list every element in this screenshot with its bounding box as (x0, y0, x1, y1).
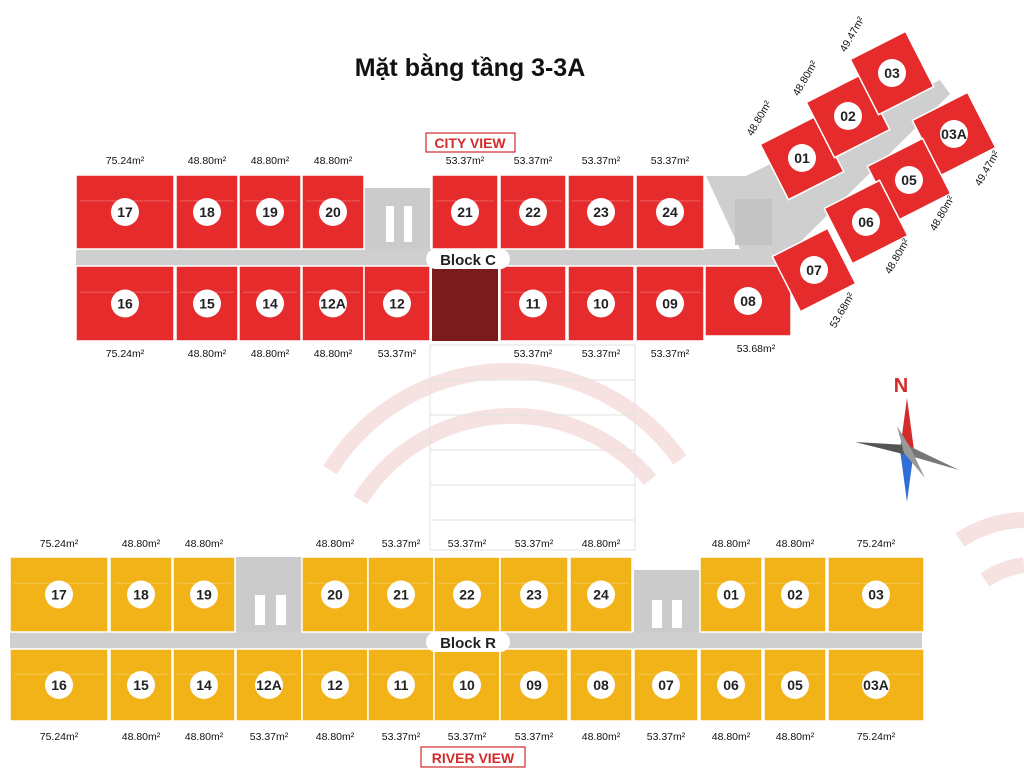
unit-number: 08 (740, 293, 756, 309)
unit (500, 266, 566, 360)
unit-number: 14 (262, 295, 278, 312)
unit-area: 53.37m² (581, 155, 621, 167)
unit-number: 12A (320, 295, 346, 312)
unit (76, 155, 174, 249)
unit (636, 155, 704, 249)
unit-number: 12 (389, 295, 405, 312)
unit-number: 12A (256, 677, 282, 693)
unit-area: 53.68m² (827, 290, 858, 331)
unit-number: 01 (794, 150, 810, 166)
unit-area: 48.80m² (711, 538, 751, 550)
stair-mark (652, 600, 662, 628)
unit-area: 53.37m² (513, 155, 553, 167)
unit (500, 649, 568, 743)
unit-number: 20 (325, 204, 341, 220)
unit (500, 538, 568, 632)
unit-area: 48.80m² (882, 236, 913, 277)
unit-area: 48.80m² (927, 193, 958, 234)
unit-area: 48.80m² (581, 731, 621, 743)
unit-area: 53.37m² (581, 348, 621, 360)
unit-area: 48.80m² (187, 155, 227, 167)
unit-area: 53.37m² (514, 538, 554, 550)
block-r-bottom-row (10, 649, 924, 743)
compass-north-label: N (893, 375, 909, 397)
unit (828, 538, 924, 632)
unit-number: 03 (868, 586, 884, 603)
block-r-top-row (10, 538, 924, 632)
unit-area: 48.80m² (790, 58, 821, 99)
stair-mark (386, 206, 394, 242)
unit-area: 53.37m² (447, 731, 487, 743)
block-c-core (364, 188, 430, 249)
unit-number: 23 (593, 204, 609, 220)
block-c-bottom-row (76, 266, 704, 360)
unit (302, 538, 368, 632)
unit-number: 15 (133, 677, 149, 693)
unit-area: 48.80m² (581, 538, 621, 550)
wing-core (735, 199, 772, 245)
unit-number: 05 (901, 172, 917, 188)
unit-area: 53.37m² (377, 348, 417, 360)
unit (636, 266, 704, 360)
unit (434, 538, 500, 632)
unit (302, 649, 368, 743)
unit-area: 48.80m² (187, 348, 227, 360)
unit-number: 21 (393, 586, 409, 603)
stair-mark (255, 595, 265, 625)
unit-number: 07 (806, 262, 822, 278)
unit-number: 06 (858, 214, 874, 230)
block-r-core-left (236, 557, 302, 632)
unit (173, 538, 235, 632)
unit-area: 53.37m² (513, 348, 553, 360)
unit-area: 75.24m² (39, 731, 79, 743)
unit-number: 15 (199, 295, 215, 312)
unit-number: 17 (117, 204, 133, 220)
unit-number: 02 (840, 108, 856, 124)
unit-number: 11 (393, 677, 409, 693)
unit (705, 266, 791, 355)
block-c-lobby (432, 266, 498, 341)
unit-area: 75.24m² (856, 538, 896, 550)
unit-area: 53.37m² (646, 731, 686, 743)
unit (239, 266, 301, 360)
unit (364, 266, 430, 360)
unit (176, 155, 238, 249)
unit-area: 75.24m² (105, 155, 145, 167)
unit-area: 53.37m² (514, 731, 554, 743)
page-title: Mặt bằng tầng 3-3A (354, 54, 586, 82)
unit (110, 538, 172, 632)
stair-mark (276, 595, 286, 625)
unit (570, 649, 632, 743)
unit (302, 266, 364, 360)
block-r-core-right (634, 570, 700, 632)
stair-mark (672, 600, 682, 628)
unit-number: 08 (593, 677, 609, 693)
block-r (10, 538, 924, 767)
unit-number: 21 (457, 204, 473, 220)
unit-area: 75.24m² (856, 731, 896, 743)
unit (10, 649, 108, 743)
unit-number: 23 (526, 586, 542, 603)
unit (302, 155, 364, 249)
unit-number: 18 (199, 204, 215, 220)
block-c-corridor (76, 249, 776, 266)
unit (570, 538, 632, 632)
unit (500, 155, 566, 249)
unit (700, 538, 762, 632)
unit (368, 649, 434, 743)
unit (568, 266, 634, 360)
unit-area: 48.80m² (711, 731, 751, 743)
unit-number: 16 (51, 677, 67, 693)
unit-area: 48.80m² (184, 731, 224, 743)
unit-area: 48.80m² (250, 348, 290, 360)
unit-number: 16 (117, 295, 133, 312)
stair-mark (404, 206, 412, 242)
unit-number: 10 (593, 295, 609, 312)
unit (110, 649, 172, 743)
block-c-label: Block C (440, 252, 496, 269)
unit-area: 53.37m² (650, 348, 690, 360)
block-r-label: Block R (440, 635, 496, 652)
unit-number: 17 (51, 586, 67, 603)
unit (239, 155, 301, 249)
unit-area: 48.80m² (313, 155, 353, 167)
unit-number: 03A (863, 677, 889, 693)
unit-area: 48.80m² (315, 538, 355, 550)
unit-area: 48.80m² (775, 731, 815, 743)
unit (76, 266, 174, 360)
unit-number: 14 (196, 677, 212, 693)
unit-area: 48.80m² (744, 98, 775, 139)
unit-number: 22 (459, 586, 475, 603)
unit-number: 24 (593, 586, 609, 603)
unit (236, 649, 302, 743)
unit-number: 20 (327, 586, 343, 603)
unit-area: 48.80m² (250, 155, 290, 167)
unit-number: 06 (723, 677, 739, 693)
unit-area: 49.47m² (837, 14, 868, 55)
watermark-arcs (330, 371, 1024, 580)
unit-area: 48.80m² (313, 348, 353, 360)
unit-number: 09 (662, 295, 678, 312)
unit-area: 53.68m² (736, 343, 776, 355)
unit-number: 11 (525, 295, 541, 312)
unit-area: 48.80m² (121, 538, 161, 550)
unit (700, 649, 762, 743)
unit (173, 649, 235, 743)
city-view-label: CITY VIEW (434, 135, 506, 151)
unit-number: 22 (525, 204, 541, 220)
river-view-label: RIVER VIEW (431, 750, 515, 766)
unit (10, 538, 108, 632)
unit-area: 48.80m² (184, 538, 224, 550)
unit-area: 53.37m² (650, 155, 690, 167)
unit-area: 75.24m² (105, 348, 145, 360)
unit-number: 09 (526, 677, 542, 693)
unit (434, 649, 500, 743)
unit-area: 53.37m² (381, 731, 421, 743)
unit-area: 53.37m² (447, 538, 487, 550)
unit-area: 75.24m² (39, 538, 79, 550)
unit-number: 03 (884, 65, 900, 81)
unit (764, 538, 826, 632)
unit (432, 155, 498, 249)
unit (828, 649, 924, 743)
unit-number: 07 (658, 677, 674, 693)
unit-area: 48.80m² (315, 731, 355, 743)
unit-number: 03A (941, 126, 967, 142)
compass-rose-icon (855, 375, 959, 502)
unit-area: 49.47m² (972, 148, 1003, 189)
unit (634, 649, 698, 743)
unit (764, 649, 826, 743)
unit-number: 01 (723, 586, 739, 603)
unit-area: 53.37m² (445, 155, 485, 167)
unit-area: 53.37m² (381, 538, 421, 550)
unit-number: 18 (133, 586, 149, 603)
unit-number: 19 (196, 586, 212, 603)
unit (176, 266, 238, 360)
unit (568, 155, 634, 249)
unit-area: 53.37m² (249, 731, 289, 743)
unit-number: 05 (787, 677, 803, 693)
unit-number: 19 (262, 204, 278, 220)
unit-area: 48.80m² (121, 731, 161, 743)
unit-area: 48.80m² (775, 538, 815, 550)
unit-number: 24 (662, 204, 678, 220)
unit-number: 12 (327, 677, 343, 693)
unit (368, 538, 434, 632)
unit-number: 02 (787, 586, 803, 603)
unit-number: 10 (459, 677, 475, 693)
